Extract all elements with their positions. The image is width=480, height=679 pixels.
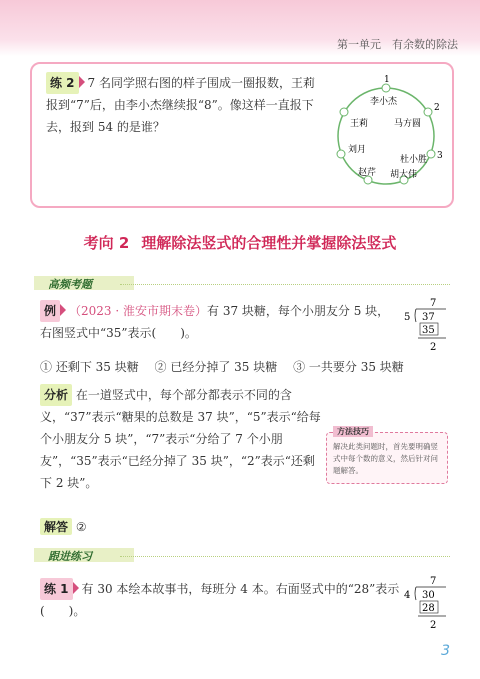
example-text-a: 有 37 块糖，每个小朋友分 5 块， (207, 304, 390, 318)
seat-marker (382, 84, 390, 92)
example-source: （2023 · 淮安市期末卷） (69, 304, 207, 318)
section-prefix: 考向 2 (83, 234, 130, 252)
count-number-1: 1 (384, 75, 390, 85)
band-label-frequent: 高频考题 (48, 278, 92, 291)
page-number: 3 (441, 643, 450, 659)
arrow-icon (60, 304, 66, 316)
division-bracket (415, 309, 416, 322)
arrow-icon (73, 582, 79, 594)
section-title (0, 232, 480, 253)
dotted-divider (120, 556, 450, 557)
dividend: 30 (422, 590, 435, 601)
quotient: 7 (430, 576, 437, 587)
product: 35 (422, 325, 435, 336)
exercise-1-question: 有 30 本绘本故事书，每班分 4 本。右面竖式中的“28”表示( )。 (40, 582, 400, 618)
seat-marker (340, 108, 348, 116)
name-label: 王莉 (350, 119, 369, 129)
answer-row (40, 518, 87, 535)
exercise-2-tag: 练 2 (46, 72, 79, 94)
name-label: 马方圆 (394, 119, 422, 129)
answer-value: ② (75, 520, 87, 534)
exercise-1-tag: 练 1 (40, 578, 73, 600)
name-label: 胡大伟 (390, 170, 418, 180)
exercise-2-text-block (46, 72, 316, 138)
remainder: 2 (430, 620, 437, 631)
exercise-2-question: 7 名同学照右图的样子围成一圈报数，王莉报到“7”后，由李小杰继续报“8”。像这样一直报下去，报到 54 的是谁？ (46, 76, 315, 134)
circle-figure (324, 70, 448, 200)
option-3: ③ 一共要分 35 块糖 (293, 360, 404, 374)
count-number-2: 2 (434, 103, 440, 113)
method-tip-box (326, 427, 448, 484)
dotted-divider (120, 284, 450, 285)
example-block (40, 300, 420, 344)
analysis-text: 在一道竖式中，每个部分都表示不同的含义，“37”表示“糖果的总数是 37 块”，“5”表示“给每个小朋友分 5 块”，“7”表示“分给了 7 个小朋友”，“35”表示“已经分掉了 35 块”，“2”表示“还剩下 2 块”。 (40, 388, 321, 490)
exercise-2-box (30, 62, 454, 208)
count-number-3: 3 (437, 151, 443, 161)
analysis-block (40, 384, 322, 494)
name-label: 赵芹 (358, 168, 377, 178)
divisor: 4 (404, 590, 411, 601)
name-label: 刘月 (348, 145, 367, 155)
name-label: 杜小胜 (400, 155, 428, 165)
tip-title: 方法技巧 (333, 426, 373, 437)
dividend: 37 (422, 312, 435, 323)
quotient: 7 (430, 298, 437, 309)
option-2: ② 已经分掉了 35 块糖 (154, 360, 278, 374)
option-1: ① 还剩下 35 块糖 (40, 360, 139, 374)
exercise-1-block (40, 578, 400, 622)
analysis-tag: 分析 (40, 384, 72, 406)
unit-title: 第一单元 有余数的除法 (337, 38, 458, 51)
long-division-example (400, 296, 450, 358)
name-label: 李小杰 (370, 97, 398, 107)
arrow-icon (79, 76, 85, 88)
options-row (40, 358, 460, 375)
example-tag: 例 (40, 300, 60, 322)
example-text-b: 右图竖式中“35”表示( )。 (40, 326, 197, 340)
seat-marker (427, 150, 435, 158)
remainder: 2 (430, 342, 437, 353)
division-bracket (415, 587, 416, 600)
tip-text: 解决此类问题时，首先要明确竖式中每个数的意义，然后针对问题解答。 (333, 442, 438, 475)
divisor: 5 (404, 312, 411, 323)
seat-marker (424, 108, 432, 116)
long-division-exercise (400, 574, 450, 636)
answer-tag: 解答 (40, 518, 72, 535)
section-heading: 理解除法竖式的合理性并掌握除法竖式 (141, 234, 397, 252)
seat-marker (337, 150, 345, 158)
band-label-practice: 跟进练习 (48, 550, 92, 563)
product: 28 (422, 603, 435, 614)
page-header (0, 0, 480, 56)
